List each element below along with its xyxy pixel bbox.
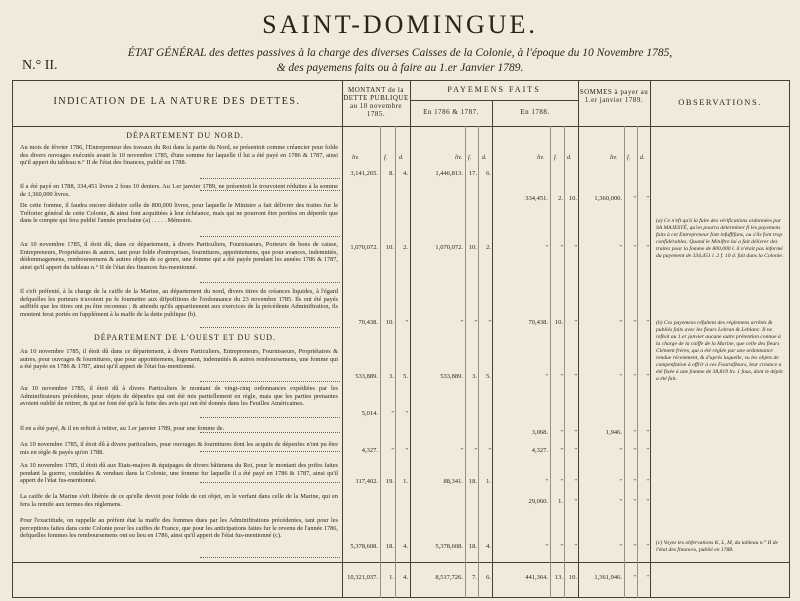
amount-cell: " xyxy=(574,373,577,380)
dot-leader xyxy=(200,482,340,483)
amount-cell: 4,327. xyxy=(361,447,378,454)
amount-cell: " xyxy=(488,447,491,454)
unit-livres: liv. xyxy=(610,155,618,161)
debt-paragraph: Au mois de février 1786, l'Entrepreneur des travaux du Roi dans la partie du Nord, se présentoit comme créancier pour folde des divers ouvrages exécutés avant le 10 novembre 1785, d'une somme fur laquelle il lui a été payé en 1786 & 1787, ainsi qu'il appert du tableau n.° II de l'état des finances, publié en 1788. xyxy=(20,144,338,166)
unit-deniers: d. xyxy=(399,155,404,161)
amount-cell: " xyxy=(619,373,622,380)
subtitle-line-1: ÉTAT GÉNÉRAL des dettes passives à la charge des diverses Caisses de la Colonie, à l'époque du 10 Novembre 1785, xyxy=(127,47,673,59)
debt-paragraph: Il en a été payé, & il en reftoit à retirer, au 1.er janvier 1789, pour une fomme de. xyxy=(20,425,225,432)
unit-sols: f. xyxy=(554,155,558,161)
amount-cell: 3,068. xyxy=(531,429,548,436)
amount-cell: " xyxy=(633,478,636,485)
unit-sols: f. xyxy=(468,155,472,161)
amount-cell: 10. xyxy=(554,319,563,326)
amount-cell: 1. xyxy=(389,574,394,581)
header-montant: MONTANT de la DETTE PUBLIQUE au 10 novembre 1785. xyxy=(343,86,409,118)
section-heading-ouest-sud: DÉPARTEMENT DE L'OUEST ET DU SUD. xyxy=(93,333,277,342)
amount-cell: " xyxy=(633,195,636,202)
amount-cell: 19. xyxy=(385,478,394,485)
amount-cell: " xyxy=(574,244,577,251)
amount-cell: " xyxy=(619,478,622,485)
amount-cell: " xyxy=(460,319,463,326)
amount-cell: 533,889. xyxy=(440,373,463,380)
header-divider xyxy=(12,126,790,127)
amount-cell: 18. xyxy=(468,478,477,485)
dot-leader xyxy=(200,327,340,328)
amount-cell: " xyxy=(574,498,577,505)
amount-cell: 4,327. xyxy=(531,447,548,454)
amount-cell: " xyxy=(646,319,649,326)
amount-cell: 1,946. xyxy=(605,429,622,436)
amount-cell: " xyxy=(560,447,563,454)
amount-cell: 17. xyxy=(468,170,477,177)
amount-cell: " xyxy=(545,543,548,550)
dot-leader xyxy=(200,236,340,237)
unit-sols: f. xyxy=(384,155,388,161)
debt-paragraph: Au 10 novembre 1785, il étoit dû aux États-majors & équipages de divers bâtimens du Roi, pour le montant des prifes faites pendant la guerre, condafées & vendues dans la Colonie, une fomme fur laquelle il a été payé en 1786 & 1787, ainsi qu'il appert de l'état fus-mentionné. xyxy=(20,462,338,484)
unit-deniers: d. xyxy=(482,155,487,161)
amount-cell: 29,060. xyxy=(528,498,548,505)
amount-cell: 70,438. xyxy=(528,319,548,326)
amount-cell: " xyxy=(646,447,649,454)
amount-cell: " xyxy=(619,319,622,326)
col-rule xyxy=(478,126,479,598)
amount-cell: 4. xyxy=(486,543,491,550)
debt-paragraph: Au 10 novembre 1785, il étoit dû à divers Particuliers le montant de vingt-cinq ordonnances expédiées par les Adminiftrateurs précédens, pour objets de dépenfes qui ont été mis partiellement en règle, mais que les parties prenantes avoient oublié de retirer, & qui ne font été qu'à la fuite des avis qui ont été donnés dans les Feuilles Américaines. xyxy=(20,385,338,407)
amount-cell: 441,364. xyxy=(525,574,548,581)
amount-cell: 5,378,608. xyxy=(435,543,463,550)
amount-cell: " xyxy=(560,244,563,251)
amount-cell: 10. xyxy=(385,319,394,326)
amount-cell: 117,402. xyxy=(355,478,378,485)
observation-note: (c) Voyez les obfervations K, L, M, du tableau n.° II de l'état des finances, publié en 1788. xyxy=(656,540,779,553)
amount-cell: 334,451. xyxy=(525,195,548,202)
subtitle xyxy=(120,46,680,76)
payemens-divider xyxy=(410,100,578,101)
amount-cell: 5,014. xyxy=(361,410,378,417)
amount-cell: " xyxy=(405,447,408,454)
debt-paragraph: La caiffe de la Marine s'eft libérée de ce qu'elle devoit pour folde de cet objet, en le verfant dans celle de la Marine, qui en fera la remife aux termes des réglemens. xyxy=(20,493,338,508)
col-rule xyxy=(578,80,579,598)
debt-paragraph: Pour l'exactitude, on rappelle au préfent état la maffe des fommes dues par les Adminiftrations précédentes, tant pour les perceptions faites dans cette Colonie pour les caiffes de France, que pour les anticipations faites fur le revenu de l'année 1786, defquelles fommes les remboursemens ont eu lieu en 1786, ainsi qu'il appert de l'état fus-mentionné (c). xyxy=(20,517,338,539)
amount-cell: 5. xyxy=(403,373,408,380)
header-1788: En 1788. xyxy=(520,108,550,116)
amount-cell: " xyxy=(545,478,548,485)
amount-cell: " xyxy=(646,244,649,251)
amount-cell: 13. xyxy=(554,574,563,581)
amount-cell: 8. xyxy=(389,170,394,177)
col-rule xyxy=(380,126,381,598)
dot-leader xyxy=(200,451,340,452)
header-indication: INDICATION DE LA NATURE DES DETTES. xyxy=(53,96,301,107)
amount-cell: " xyxy=(574,429,577,436)
header-observations: OBSERVATIONS. xyxy=(678,97,762,107)
amount-cell: 5,378,608. xyxy=(350,543,378,550)
col-rule xyxy=(342,80,343,598)
col-rule xyxy=(395,126,396,598)
unit-deniers: d. xyxy=(567,155,572,161)
amount-cell: 4. xyxy=(403,574,408,581)
amount-cell: " xyxy=(391,410,394,417)
amount-cell: 70,438. xyxy=(358,319,378,326)
amount-cell: 1,360,000. xyxy=(594,195,622,202)
amount-cell: " xyxy=(574,447,577,454)
amount-cell: " xyxy=(633,244,636,251)
amount-cell: " xyxy=(405,319,408,326)
header-payemens: PAYEMENS FAITS xyxy=(447,85,541,94)
amount-cell: " xyxy=(619,543,622,550)
dot-leader xyxy=(200,417,340,418)
amount-cell: " xyxy=(560,478,563,485)
observation-note: (b) Ces payemens réfultent des réglemens arrêtés & publiés faits avec les fieurs Lebrun & Leblanc. Il ne refloit au 1.er janvier aucune autre prétention connue à la charge de la caiffe de la Marine, que celle des fieurs Clément frères, qui a été réglée par une ordonnance rendue récemment, & d'après laquelle, vu les objets de compenfation à offrir à ces Fournifleurs, leur créance a été fixée à une fomme de 38,819 liv. 1 fous, dont le dépôt a été fait. xyxy=(656,320,783,382)
unit-livres: liv. xyxy=(455,155,463,161)
amount-cell: " xyxy=(633,373,636,380)
amount-cell: 1. xyxy=(558,498,563,505)
amount-cell: 1. xyxy=(403,478,408,485)
amount-cell: 10. xyxy=(385,244,394,251)
amount-cell: 3. xyxy=(389,373,394,380)
page-title: SAINT-DOMINGUE. xyxy=(262,10,538,39)
amount-cell: 10. xyxy=(568,574,577,581)
amount-cell: 2. xyxy=(486,244,491,251)
amount-cell: " xyxy=(646,543,649,550)
col-rule xyxy=(650,80,651,598)
unit-livres: liv. xyxy=(537,155,545,161)
section-heading-nord: DÉPARTEMENT DU NORD. xyxy=(126,131,244,140)
amount-cell: " xyxy=(633,319,636,326)
amount-cell: " xyxy=(646,429,649,436)
header-sommes: SOMMES à payer au 1.er janvier 1789. xyxy=(579,88,649,104)
col-rule xyxy=(465,126,466,598)
amount-cell: " xyxy=(560,543,563,550)
amount-cell: " xyxy=(391,447,394,454)
subtitle-line-2: & des payemens faits ou à faire au 1.er Janvier 1789. xyxy=(276,62,524,74)
debt-paragraph: Au 10 novembre 1785, il étoit dû, dans ce département, à divers Particuliers, Fournisseurs, Porteurs de bons de caisse, Entrepreneurs, Propriétaires & autres, tant pour folde d'entreprises, fournitures, appointemens, que pour avances, indemnités, dédommagemens, remboursemens & autres objets de ce genre, une fomme qui a été payée pendant les années 1786 & 1787, ainsi qu'il appert du tableau n.° II de l'état des finances fus-mentionné. xyxy=(20,241,338,271)
amount-cell: " xyxy=(488,319,491,326)
amount-cell: 1. xyxy=(486,478,491,485)
amount-cell: 2. xyxy=(558,195,563,202)
amount-cell: 1,070,072. xyxy=(435,244,463,251)
amount-cell: " xyxy=(405,410,408,417)
dot-leader xyxy=(200,381,340,382)
amount-cell: 1,446,813. xyxy=(435,170,463,177)
debt-paragraph: Il a été payé en 1788, 334,451 livres 2 fous 10 deniers. Au 1.er janvier 1789, ne présentoit le trouvoient réduites à la somme de 1,360,000 livres. xyxy=(20,183,338,198)
amount-cell: " xyxy=(646,574,649,581)
amount-cell: 18. xyxy=(468,543,477,550)
header-1786-1787: En 1786 & 1787. xyxy=(423,108,479,116)
debt-paragraph: Au 10 novembre 1785, il étoit dû à divers particuliers, pour ouvrages & fournitures dont les acquits de dépenfes n'ont pu être mis en règle & payés qu'en 1788. xyxy=(20,441,338,456)
observation-note: (a) Ce n'eft qu'à la fuite des vérifications ordonnées par SA MAJESTÉ, qu'on pourra déterminer fi les payemens faits à cet Entrepreneur font infuffifans, ou s'ils font trop confidérables. Quand le Miniftre lui a fait délivrer des traites pour la fomme de 800,000 l. il n'était pas informé du payement de 334,451 l. 2 f. 10 d. fait dans la Colonie. xyxy=(656,218,784,259)
amount-cell: " xyxy=(646,498,649,505)
debt-paragraph: Il s'eft préfenté, à la charge de la caiffe de la Marine, au département du nord, divers titres de créances liquides, à l'égard defquelles les porteurs n'avoient pu fe foumettre aux difpofitions de l'ordonnance du 23 novembre 1785. Ils ont été payés auffitôt que les titres ont pu être reconnus ; & attendu qu'ils appartiennent aux exercices de la précédente Adminiftration, ils montent ferai portés en fupplément à la maffe de la dette publique (b). xyxy=(20,288,338,318)
amount-cell: 6. xyxy=(486,170,491,177)
amount-cell: " xyxy=(633,543,636,550)
dot-leader xyxy=(200,282,340,283)
amount-cell: " xyxy=(646,478,649,485)
amount-cell: " xyxy=(545,244,548,251)
dot-leader xyxy=(200,178,340,179)
amount-cell: " xyxy=(460,447,463,454)
amount-cell: " xyxy=(474,447,477,454)
amount-cell: 88,341. xyxy=(443,478,463,485)
table-number: N.° II. xyxy=(22,58,58,73)
col-rule xyxy=(492,100,493,598)
amount-cell: " xyxy=(560,429,563,436)
amount-cell: 1,070,072. xyxy=(350,244,378,251)
amount-cell: 3,141,265. xyxy=(350,170,378,177)
amount-cell: " xyxy=(646,195,649,202)
col-rule xyxy=(410,80,411,598)
amount-cell: 2. xyxy=(403,244,408,251)
unit-sols: f. xyxy=(627,155,631,161)
amount-cell: " xyxy=(633,498,636,505)
amount-cell: " xyxy=(619,447,622,454)
dot-leader xyxy=(200,432,340,433)
unit-livres: liv. xyxy=(352,155,360,161)
amount-cell: " xyxy=(646,373,649,380)
amount-cell: 4. xyxy=(403,170,408,177)
debt-paragraph: De cette fomme, il faudra encore déduire celle de 800,000 livres, pour laquelle le Ministre a fait délivrer des traites fur le Tréforier général de cette Colonie, & ainsi font acquittées à leur échéance, mais qui ne pourront être portées en dépenfe que dans le compte qui fera publié l'année prochaine (a) . . . . . Mémoire. xyxy=(20,202,338,224)
amount-cell: " xyxy=(574,478,577,485)
amount-cell: " xyxy=(633,574,636,581)
amount-cell: 10,321,037. xyxy=(347,574,378,581)
amount-cell: " xyxy=(619,244,622,251)
amount-cell: 6. xyxy=(486,574,491,581)
dot-leader xyxy=(200,190,340,191)
debt-paragraph: Au 10 novembre 1785, il étoit dû dans ce département, à divers Particuliers, Entrepreneurs, Fournisseurs, Propriétaires & autres, pour ouvrages & fournitures, que pour appointemens, logement, indemnités & autres remboursemens, une fomme qui a été payée en 1786 & 1787, ainsi qu'il appert de l'état fus-mentionné. xyxy=(20,348,338,370)
amount-cell: 3. xyxy=(472,373,477,380)
dot-leader xyxy=(200,557,340,558)
amount-cell: 10. xyxy=(568,195,577,202)
amount-cell: 18. xyxy=(385,543,394,550)
amount-cell: " xyxy=(574,319,577,326)
amount-cell: 7. xyxy=(472,574,477,581)
unit-deniers: d. xyxy=(640,155,645,161)
amount-cell: 4. xyxy=(403,543,408,550)
amount-cell: " xyxy=(574,543,577,550)
amount-cell: " xyxy=(560,373,563,380)
amount-cell: 1,361,946. xyxy=(594,574,622,581)
amount-cell: 10. xyxy=(468,244,477,251)
amount-cell: " xyxy=(633,447,636,454)
amount-cell: 533,889. xyxy=(355,373,378,380)
amount-cell: 5. xyxy=(486,373,491,380)
amount-cell: " xyxy=(474,319,477,326)
amount-cell: " xyxy=(633,429,636,436)
amount-cell: " xyxy=(545,373,548,380)
amount-cell: 8,517,726. xyxy=(435,574,463,581)
amount-cell: " xyxy=(619,498,622,505)
